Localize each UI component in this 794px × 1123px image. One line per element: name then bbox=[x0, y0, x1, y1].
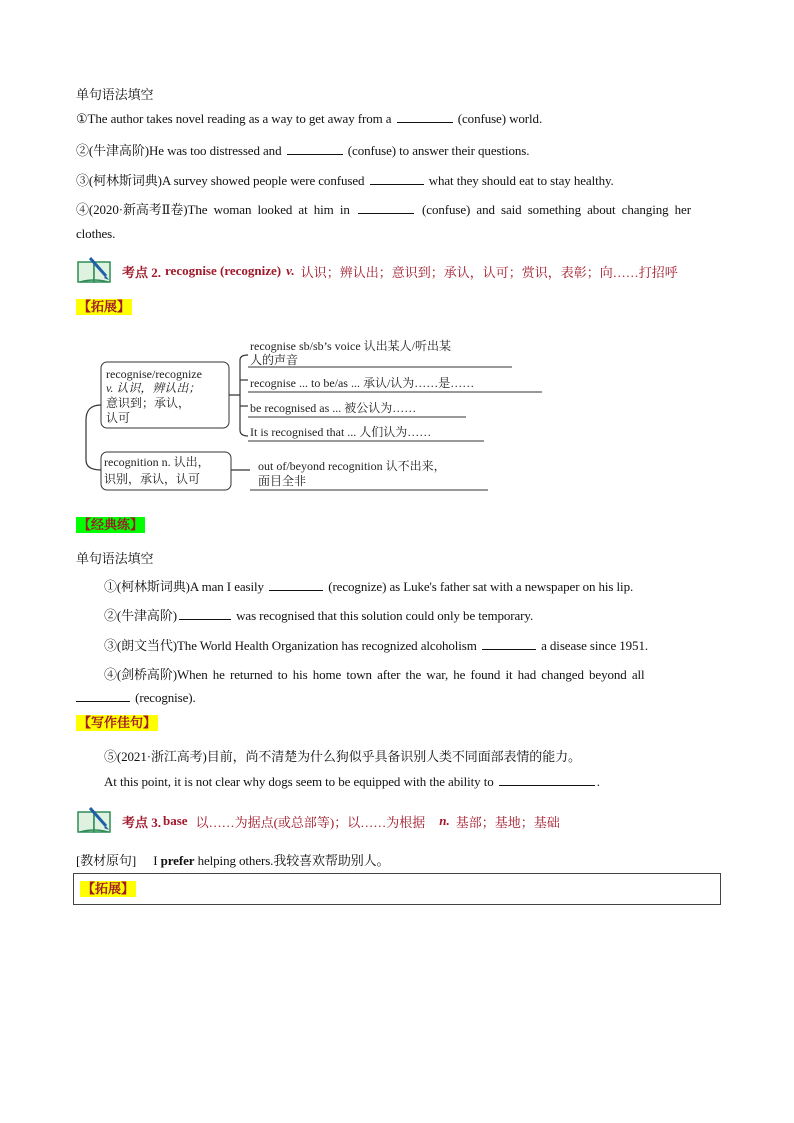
exercise-text: what they should eat to stay healthy. bbox=[425, 173, 614, 188]
exercise-text: ③(柯林斯词典)A survey showed people were confused bbox=[76, 173, 368, 188]
exercise-text: At this point, it is not clear why dogs seem to be equipped with the ability to bbox=[104, 774, 497, 789]
source-bold-word: prefer bbox=[160, 853, 195, 868]
writing-cn: ⑤(2021·浙江高考)目前，尚不清楚为什么狗似乎具备识别人类不同面部表情的能力。 bbox=[104, 749, 581, 764]
root1-line4: 认可 bbox=[106, 411, 131, 425]
root1-line3: 意识到；承认， bbox=[106, 396, 191, 410]
point3-label: 考点 3. bbox=[122, 814, 162, 830]
exercise-text: ①The author takes novel reading as a way to get away from a bbox=[76, 111, 395, 126]
answer-blank[interactable] bbox=[287, 143, 343, 155]
branch2-line1: out of/beyond recognition 认不出来， bbox=[258, 459, 446, 473]
exercise-1-3 bbox=[76, 170, 614, 189]
branch-1-line1: recognise sb/sb’s voice 认出某人/听出某 bbox=[250, 339, 451, 353]
exercise-text: . bbox=[596, 774, 600, 789]
extend-box bbox=[73, 873, 721, 905]
branch-1-line2: 人的声音 bbox=[250, 353, 299, 367]
tag-extend-2: 【拓展】 bbox=[82, 881, 135, 896]
exercise-2-2 bbox=[104, 605, 533, 624]
branch2-line2: 面目全非 bbox=[258, 474, 307, 488]
source-sentence bbox=[76, 850, 389, 869]
exercise-2-4-cont bbox=[76, 690, 196, 706]
exercise-2-1 bbox=[104, 576, 633, 595]
branch-3: be recognised as ... 被公认为…… bbox=[250, 401, 417, 415]
point2-word: recognise (recognize) bbox=[165, 263, 282, 278]
point2-pos: v. bbox=[286, 263, 295, 278]
point2-meaning: 认识；辨认出；意识到；承认，认可；赏识，表彰；向……打招呼 bbox=[300, 264, 678, 280]
exercise-text: (recognize) as Luke's father sat with a newspaper on his lip. bbox=[325, 579, 634, 594]
exercise-text: (confuse) to answer their questions. bbox=[344, 143, 530, 158]
recognise-mind-map bbox=[80, 330, 560, 500]
root1-line2: v. 认识，辨认出； bbox=[106, 381, 201, 395]
tag-extend: 【拓展】 bbox=[78, 299, 131, 314]
source-post: helping others.我较喜欢帮助别人。 bbox=[194, 853, 390, 868]
exercise-text: ③(朗文当代)The World Health Organization has recognized alcoholism bbox=[104, 638, 480, 653]
point3-heading bbox=[76, 806, 560, 836]
answer-blank[interactable] bbox=[499, 774, 595, 786]
section1-title: 单句语法填空 bbox=[76, 87, 154, 102]
source-pre: I bbox=[153, 853, 161, 868]
answer-blank[interactable] bbox=[269, 579, 323, 591]
exercise-text: a disease since 1951. bbox=[537, 638, 649, 653]
answer-blank[interactable] bbox=[397, 111, 453, 123]
point3-meaning2: 基部；基地；基础 bbox=[455, 814, 560, 830]
answer-blank[interactable] bbox=[482, 638, 536, 650]
exercise-text: (confuse) and said something about changing her bbox=[415, 202, 691, 217]
writing-en bbox=[104, 774, 600, 790]
exercise-text: was recognised that this solution could only be temporary. bbox=[232, 608, 534, 623]
exercise-1-4-cont: clothes. bbox=[76, 226, 116, 241]
root2-line2: 识别，承认，认可 bbox=[104, 472, 201, 486]
exercise-2-3 bbox=[104, 635, 648, 654]
exercise-1-4 bbox=[76, 199, 691, 218]
source-label: [教材原句] bbox=[76, 853, 137, 868]
branch-4: It is recognised that ... 人们认为…… bbox=[250, 425, 432, 439]
point3-word: base bbox=[163, 813, 188, 828]
root1-line1: recognise/recognize bbox=[106, 367, 202, 381]
exercise-text: ④(2020·新高考Ⅱ卷)The woman looked at him in bbox=[76, 202, 356, 217]
book-pen-icon bbox=[76, 806, 116, 836]
exercise-1-2 bbox=[76, 140, 529, 159]
tag-writing: 【写作佳句】 bbox=[78, 715, 157, 730]
answer-blank[interactable] bbox=[76, 690, 130, 702]
root2-line1: recognition n. 认出， bbox=[104, 455, 210, 469]
exercise-1-1 bbox=[76, 111, 542, 127]
exercise-text: (recognise). bbox=[132, 690, 196, 705]
branch-2: recognise ... to be/as ... 承认/认为……是…… bbox=[250, 376, 475, 390]
exercise-text: ②(牛津高阶) bbox=[104, 608, 177, 623]
point3-pos: n. bbox=[439, 813, 450, 828]
tag-classic: 【经典练】 bbox=[78, 517, 144, 532]
exercise-text: ①(柯林斯词典)A man I easily bbox=[104, 579, 268, 594]
point2-label: 考点 2. bbox=[122, 264, 162, 280]
answer-blank[interactable] bbox=[370, 173, 424, 185]
section2-title: 单句语法填空 bbox=[76, 551, 154, 566]
answer-blank[interactable] bbox=[179, 608, 231, 620]
exercise-text: (confuse) world. bbox=[454, 111, 543, 126]
point2-heading bbox=[76, 256, 678, 286]
exercise-2-4: ④(剑桥高阶)When he returned to his home town after the war, he found it had changed beyond all bbox=[104, 667, 645, 682]
answer-blank[interactable] bbox=[358, 202, 414, 214]
point3-meaning1: 以……为据点(或总部等)；以……为根据 bbox=[195, 814, 426, 830]
exercise-text: ②(牛津高阶)He was too distressed and bbox=[76, 143, 285, 158]
book-pen-icon bbox=[76, 256, 116, 286]
